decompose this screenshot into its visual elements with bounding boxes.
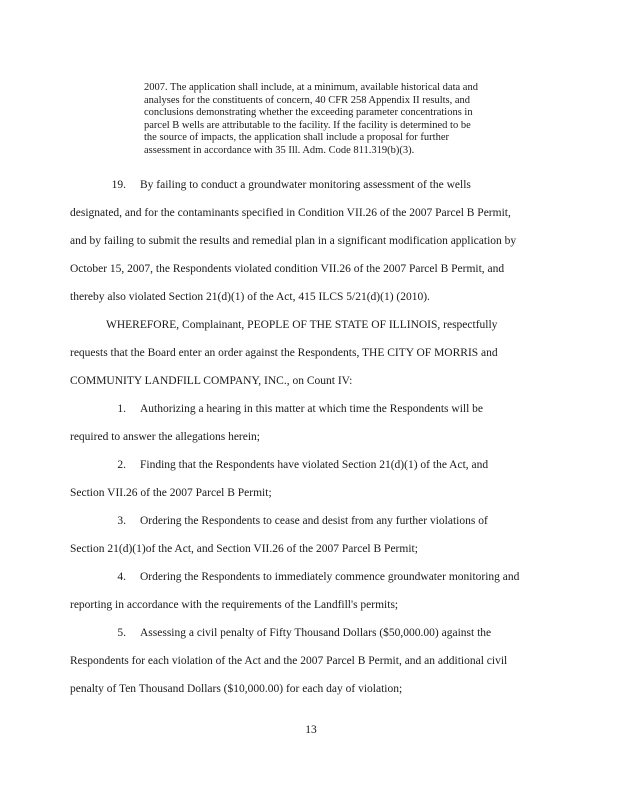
paragraph-first-line: By failing to conduct a groundwater monitoring assessment of the wells xyxy=(140,179,471,191)
item-line: Section VII.26 of the 2007 Parcel B Permit; xyxy=(70,487,272,499)
quote-line: parcel B wells are attributable to the facility. If the facility is determined to be xyxy=(144,119,471,131)
item-line: penalty of Ten Thousand Dollars ($10,000.00) for each day of violation; xyxy=(70,683,403,695)
page-number: 13 xyxy=(305,724,317,736)
wherefore-line: requests that the Board enter an order against the Respondents, THE CITY OF MORRIS and xyxy=(70,347,498,359)
item-line: Section 21(d)(1)of the Act, and Section VII.26 of the 2007 Parcel B Permit; xyxy=(70,543,418,555)
item-first-line: Finding that the Respondents have violated Section 21(d)(1) of the Act, and xyxy=(140,459,489,471)
item-number: 1. xyxy=(117,403,126,415)
quote-line: analyses for the constituents of concern, 40 CFR 258 Appendix II results, and xyxy=(144,94,471,106)
item-first-line: Authorizing a hearing in this matter at which time the Respondents will be xyxy=(140,403,484,415)
item-first-line: Assessing a civil penalty of Fifty Thousand Dollars ($50,000.00) against the xyxy=(140,627,492,639)
paragraph-line: and by failing to submit the results and remedial plan in a significant modification application by xyxy=(70,235,517,247)
wherefore-first-line: WHEREFORE, Complainant, PEOPLE OF THE STATE OF ILLINOIS, respectfully xyxy=(106,319,498,331)
paragraph-number: 19. xyxy=(111,179,126,191)
quote-line: the source of impacts, the application shall include a proposal for further xyxy=(144,132,449,144)
item-first-line: Ordering the Respondents to immediately commence groundwater monitoring and xyxy=(140,571,520,583)
item-line: required to answer the allegations herein; xyxy=(70,431,260,443)
paragraph-line: designated, and for the contaminants specified in Condition VII.26 of the 2007 Parcel B Permit, xyxy=(70,207,511,219)
quote-line: 2007. The application shall include, at a minimum, available historical data and xyxy=(144,82,478,93)
quote-line: assessment in accordance with 35 Ill. Adm. Code 811.319(b)(3). xyxy=(144,144,415,156)
paragraph-line: thereby also violated Section 21(d)(1) of the Act, 415 ILCS 5/21(d)(1) (2010). xyxy=(70,291,430,303)
quote-line: conclusions demonstrating whether the exceeding parameter concentrations in xyxy=(144,107,473,119)
item-number: 3. xyxy=(117,515,126,527)
item-number: 2. xyxy=(117,459,126,471)
item-number: 5. xyxy=(117,627,126,639)
paragraph-line: October 15, 2007, the Respondents violated condition VII.26 of the 2007 Parcel B Permit, and xyxy=(70,263,505,275)
item-first-line: Ordering the Respondents to cease and desist from any further violations of xyxy=(140,515,488,527)
item-number: 4. xyxy=(117,571,126,583)
item-line: Respondents for each violation of the Act and the 2007 Parcel B Permit, and an additional civil xyxy=(70,655,508,667)
wherefore-line: COMMUNITY LANDFILL COMPANY, INC., on Count IV: xyxy=(70,375,353,387)
block-quote xyxy=(144,82,524,158)
item-line: reporting in accordance with the requirements of the Landfill's permits; xyxy=(70,599,399,611)
